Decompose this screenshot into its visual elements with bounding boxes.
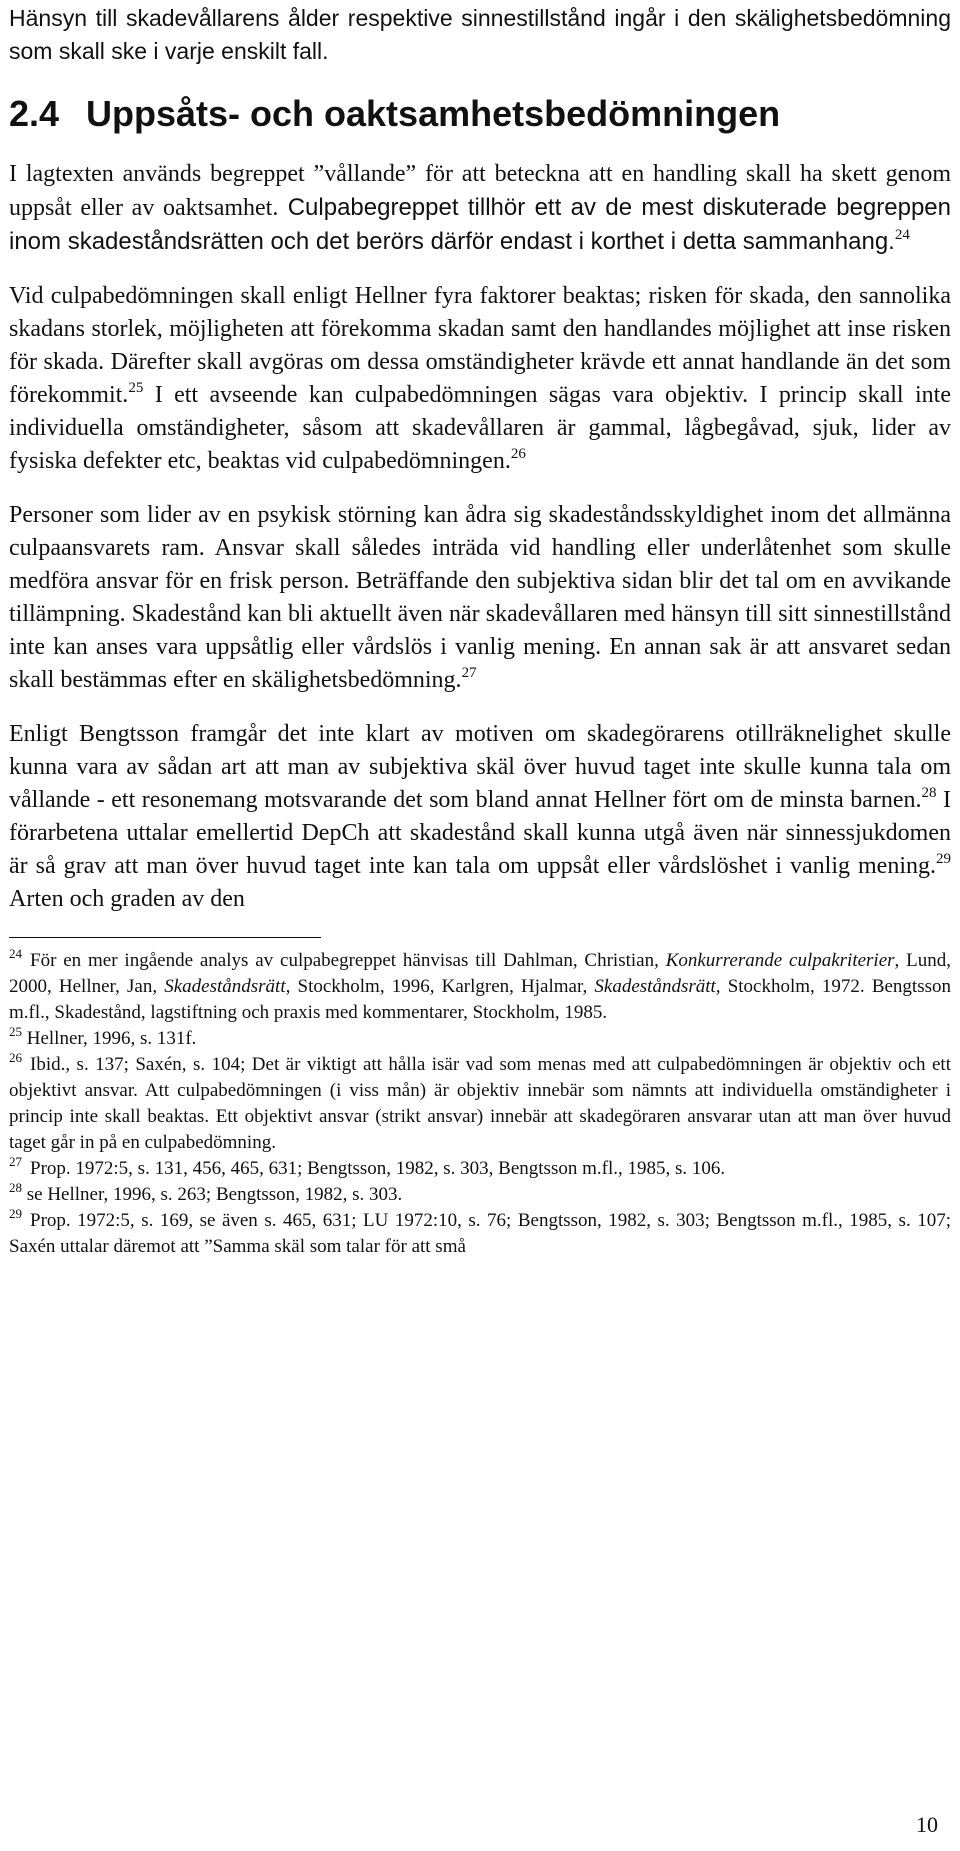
footnote-mark: 25 <box>9 1024 22 1039</box>
footnote-ref-25[interactable]: 25 <box>128 380 144 396</box>
footnote-mark: 24 <box>9 946 22 961</box>
footnote-28 <box>9 1182 951 1208</box>
footnote-separator <box>9 937 321 938</box>
paragraph-4-text-c: Arten och graden av den <box>9 886 245 912</box>
paragraph-3 <box>9 499 951 697</box>
footnote-25 <box>9 1026 951 1052</box>
footnote-text: Hellner, 1996, s. 131f. <box>26 1028 197 1049</box>
document-page <box>9 0 951 1260</box>
footnote-ref-24[interactable]: 24 <box>894 227 910 243</box>
footnote-text: Stockholm, 1972. Bengtsson m.fl., Skadestånd, lagstiftning och praxis med kommentarer, Stockholm, 1985. <box>9 976 951 1023</box>
footnote-mark: 28 <box>9 1180 22 1195</box>
footnote-mark: 26 <box>9 1050 22 1065</box>
footnote-mark: 27 <box>9 1154 22 1169</box>
paragraph-2-text-b: I ett avseende kan culpabedömningen sägas vara objektiv. I princip skall inte individuella omständigheter, såsom att skadevållaren är gammal, lågbegåvad, sjuk, lider av fysiska defekter etc, beaktas vid culpabedömningen. <box>9 382 951 474</box>
paragraph-4 <box>9 718 951 916</box>
section-number: 2.4 <box>9 93 60 134</box>
paragraph-2 <box>9 280 951 478</box>
footnote-text: Prop. 1972:5, s. 169, se även s. 465, 631; LU 1972:10, s. 76; Bengtsson, 1982, s. 303; Bengtsson m.fl., 1985, s. 107; Saxén uttalar däremot att ”Samma skäl som talar för att små <box>9 1210 951 1257</box>
paragraph-2-text-a: Vid culpabedömningen skall enligt Hellner fyra faktorer beaktas; risken för skada, den sannolika skadans storlek, möjligheten att förekomma skadan samt den handlandes möjlighet att inse risken för skada. Därefter skall avgöras om dessa omständigheter krävde ett annat handlande än det som förekommit. <box>9 283 951 408</box>
footnote-text: För en mer ingående analys av culpabegreppet hänvisas till Dahlman, Christian, <box>30 950 666 971</box>
paragraph-1-serif-text: I lagtexten används begreppet ”vållande” för att beteckna att en handling skall ha skett genom uppsåt eller av oaktsamhet. <box>9 161 951 221</box>
footnote-italic-title: Konkurrerande culpakriterier <box>665 950 895 971</box>
footnote-29 <box>9 1208 951 1260</box>
footnote-text: , Lund, 2000, Hellner, Jan, <box>9 950 952 997</box>
footnote-italic-title: Skadeståndsrätt, <box>594 976 721 997</box>
footnote-text: se Hellner, 1996, s. 263; Bengtsson, 1982, s. 303. <box>26 1184 403 1205</box>
paragraph-1-sans-text: Culpabegreppet tillhör ett av de mest diskuterade begreppen inom skadeståndsrätten och det berörs därför endast i korthet i detta sammanhang. <box>9 194 951 255</box>
paragraph-4-text-b: I förarbetena uttalar emellertid DepCh att skadestånd skall kunna utgå även när sinnessjukdomen är så grav att man över huvud taget inte kan tala om uppsåt eller vårdslöshet i vanlig mening. <box>9 787 951 879</box>
footnotes <box>9 948 951 1260</box>
paragraph-3-text: Personer som lider av en psykisk störning kan ådra sig skadeståndsskyldighet inom det allmänna culpaansvarets ram. Ansvar skall således inträda vid handling eller underlåtenhet som skulle medföra ansvar för en frisk person. Beträffande den subjektiva sidan blir det tal om en avvikande tillämpning. Skadestånd kan bli aktuellt även när skadevållaren med hänsyn till sitt sinnestillstånd inte kan anses vara uppsåtlig eller vårdslös i vanlig mening. En annan sak är att ansvaret sedan skall bestämmas efter en skälighetsbedömning. <box>9 502 951 693</box>
footnote-text: Ibid., s. 137; Saxén, s. 104; Det är viktigt att hålla isär vad som menas med att culpabedömningen är objektiv och ett objektivt ansvar. Att culpabedömningen (i viss mån) är objektiv innebär som nämnts att individuella omständigheter i princip inte skall beaktas. Ett objektivt ansvar (strikt ansvar) innebär att skadegöraren ansvarar utan att man över huvud taget går in på en culpabedömning. <box>9 1054 951 1153</box>
footnote-26 <box>9 1052 951 1156</box>
intro-text: Hänsyn till skadevållarens ålder respektive sinnestillstånd ingår i den skälighetsbedömning som skall ske i varje enskilt fall. <box>9 5 951 64</box>
footnote-24 <box>9 948 951 1026</box>
footnote-ref-28[interactable]: 28 <box>921 785 937 801</box>
paragraph-4-text-a: Enligt Bengtsson framgår det inte klart av motiven om skadegörarens otillräknelighet skulle kunna vara av sådan art att man av subjektiva skäl över huvud taget inte skulle kunna tala om vållande - ett resonemang motsvarande det som bland annat Hellner fört om de minsta barnen. <box>9 721 951 813</box>
footnote-ref-26[interactable]: 26 <box>510 446 526 462</box>
footnote-ref-27[interactable]: 27 <box>461 665 477 681</box>
footnote-mark: 29 <box>9 1206 22 1221</box>
footnote-text: Prop. 1972:5, s. 131, 456, 465, 631; Bengtsson, 1982, s. 303, Bengtsson m.fl., 1985, s. 106. <box>30 1158 726 1179</box>
footnote-27 <box>9 1156 951 1182</box>
section-heading <box>9 94 951 134</box>
footnote-ref-29[interactable]: 29 <box>936 851 951 867</box>
footnote-italic-title: Skadeståndsrätt <box>164 976 286 997</box>
paragraph-1 <box>9 158 951 259</box>
section-title: Uppsåts- och oaktsamhetsbedömningen <box>86 93 781 134</box>
page-number: 10 <box>916 1812 938 1837</box>
footnote-text: , Stockholm, 1996, Karlgren, Hjalmar, <box>285 976 595 997</box>
